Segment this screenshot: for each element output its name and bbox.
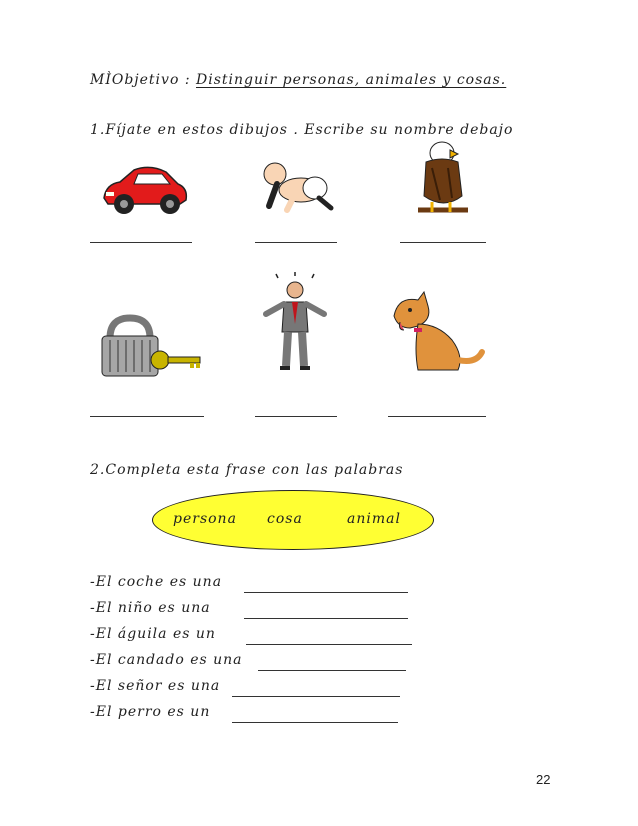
answer-line-padlock[interactable] [90,416,204,417]
objective-text: Distinguir personas, animales y cosas. [196,72,507,88]
sentence-6-blank[interactable] [232,722,398,723]
word-bank [152,490,434,550]
sentence-5: -El señor es una [90,678,221,694]
word-animal: animal [347,511,401,527]
sentence-4-blank[interactable] [258,670,406,671]
page-number: 22 [536,772,551,787]
sentence-3-blank[interactable] [246,644,412,645]
answer-line-dog[interactable] [388,416,486,417]
sentence-1-blank[interactable] [244,592,408,593]
exercise1-instruction: 1.Fíjate en estos dibujos . Escribe su nombre debajo [90,122,514,138]
sentence-3: -El águila es un [90,626,216,642]
answer-line-baby[interactable] [255,242,337,243]
answer-line-car[interactable] [90,242,192,243]
sentence-2: -El niño es una [90,600,211,616]
sentence-2-blank[interactable] [244,618,408,619]
car-image [100,160,190,218]
man-image [256,272,334,372]
word-persona: persona [173,511,237,527]
word-cosa: cosa [267,511,303,527]
objective-line [90,72,506,88]
dog-image [388,290,488,376]
sentence-1: -El coche es una [90,574,223,590]
answer-line-eagle[interactable] [400,242,486,243]
exercise2-instruction: 2.Completa esta frase con las palabras [90,462,404,478]
padlock-image [96,312,204,378]
baby-image [257,160,335,215]
answer-line-man[interactable] [255,416,337,417]
sentence-4: -El candado es una [90,652,243,668]
sentence-5-blank[interactable] [232,696,400,697]
sentence-6: -El perro es un [90,704,211,720]
eagle-image [418,138,470,218]
objective-prefix: MÌObjetivo : [90,72,196,88]
